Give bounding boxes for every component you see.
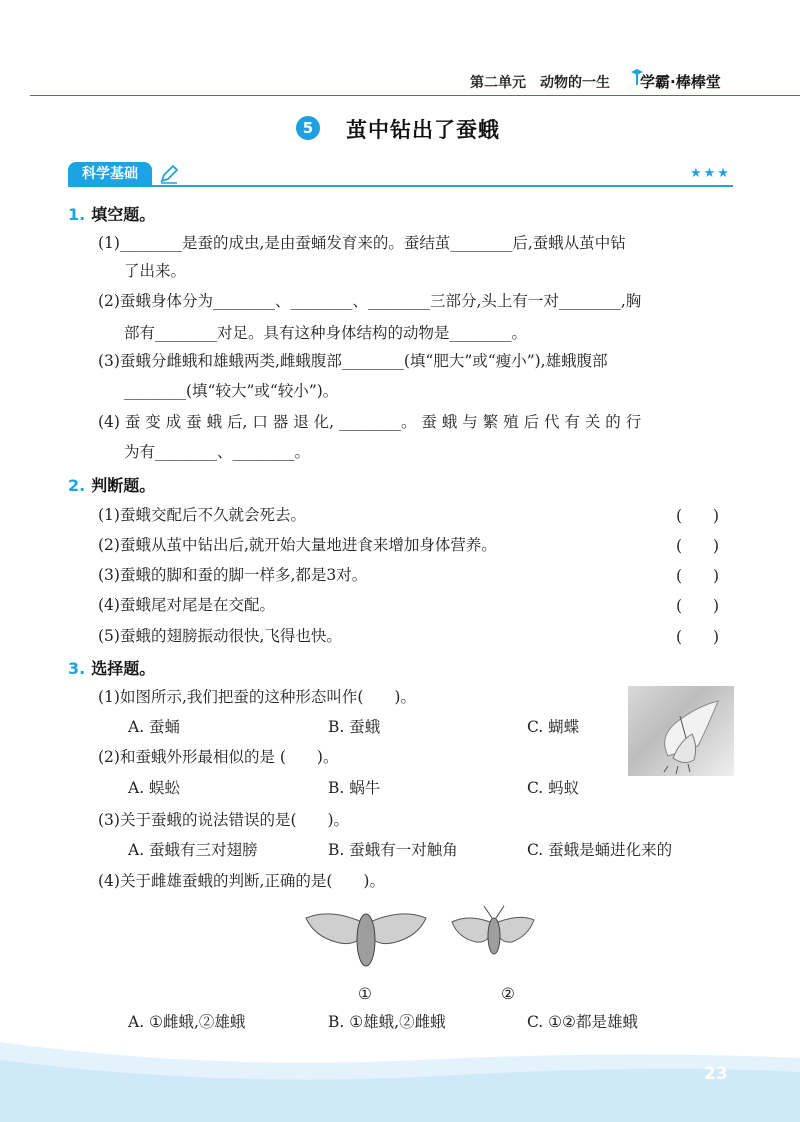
answer-parentheses[interactable]: ( ): [676, 597, 720, 615]
q3-stem: (3)关于蚕蛾的说法错误的是( )。: [98, 811, 350, 829]
figure-label-2: ②: [501, 985, 515, 1003]
answer-parentheses[interactable]: ( ): [676, 628, 720, 646]
q2-title: 判断题。: [91, 476, 156, 495]
q3-option[interactable]: B. 蚕蛾有一对触角: [328, 841, 458, 859]
q2-item: (1)蚕蛾交配后不久就会死去。: [98, 506, 306, 524]
q1-line: (2)蚕蛾身体分为________、________、________三部分,头上有一对________,胸: [98, 292, 642, 310]
q3-option[interactable]: C. 蝴蝶: [527, 718, 580, 736]
answer-parentheses[interactable]: ( ): [676, 537, 720, 555]
q2-heading: [68, 473, 155, 496]
difficulty-stars: ★★★: [690, 166, 731, 181]
q3-heading: [68, 656, 155, 679]
q1-line: (3)蚕蛾分雌蛾和雄蛾两类,雌蛾腹部________(填“肥大”或“瘦小”),雄蛾腹部: [98, 352, 608, 370]
q3-option[interactable]: B. 蚕蛾: [328, 718, 381, 736]
q3-option[interactable]: C. 蚂蚁: [527, 779, 580, 797]
lesson-title: 茧中钻出了蚕蛾: [346, 118, 500, 142]
q1-line: (1)________是蚕的成虫,是由蚕蛹发育来的。蚕结茧________后,蚕蛾从茧中钻: [98, 234, 626, 252]
page-number: 23: [704, 1064, 728, 1084]
answer-parentheses[interactable]: ( ): [676, 507, 720, 525]
unit-title: 第二单元 动物的一生: [470, 75, 610, 91]
q1-line: 部有________对足。具有这种身体结构的动物是________。: [124, 324, 528, 342]
q3-option[interactable]: B. 蜗牛: [328, 779, 381, 797]
q1-heading: [68, 202, 155, 225]
q3-option[interactable]: C. ①②都是雄蛾: [527, 1013, 638, 1031]
q3-option[interactable]: A. 蚕蛾有三对翅膀: [128, 841, 258, 859]
section-label: 科学基础: [68, 162, 152, 186]
q2-number: 2.: [68, 476, 86, 495]
q2-item: (4)蚕蛾尾对尾是在交配。: [98, 596, 275, 614]
answer-parentheses[interactable]: ( ): [676, 567, 720, 585]
lesson-number-badge: 5: [296, 116, 320, 140]
pencil-icon: [158, 163, 180, 185]
q1-title: 填空题。: [91, 205, 156, 224]
q3-number: 3.: [68, 659, 86, 678]
q3-stem: (2)和蚕蛾外形最相似的是 ( )。: [98, 748, 339, 766]
section-rule: [68, 185, 733, 187]
q3-option[interactable]: C. 蚕蛾是蛹进化来的: [527, 841, 673, 859]
q3-option[interactable]: A. ①雌蛾,②雄蛾: [128, 1013, 246, 1031]
male-female-moths-figure: [300, 900, 535, 980]
q2-item: (3)蚕蛾的脚和蚕的脚一样多,都是3对。: [98, 566, 368, 584]
q2-item: (5)蚕蛾的翅膀振动很快,飞得也快。: [98, 627, 342, 645]
q1-number: 1.: [68, 205, 86, 224]
q3-stem: (4)关于雌雄蚕蛾的判断,正确的是( )。: [98, 872, 385, 890]
q3-option[interactable]: B. ①雄蛾,②雌蛾: [328, 1013, 446, 1031]
footer-wave: [0, 1030, 800, 1122]
figure-label-1: ①: [358, 985, 372, 1003]
q3-stem: (1)如图所示,我们把蚕的这种形态叫作( )。: [98, 688, 416, 706]
q1-line: ________(填“较大”或“较小”)。: [124, 382, 339, 400]
q1-line: 为有________、________。: [124, 443, 311, 461]
q3-option[interactable]: A. 蚕蛹: [128, 718, 181, 736]
header-rule: [30, 95, 800, 96]
silkmoth-photo: [628, 686, 734, 776]
brand-name: 学霸·棒棒堂: [640, 73, 721, 91]
q3-option[interactable]: A. 蜈蚣: [128, 779, 181, 797]
q2-item: (2)蚕蛾从茧中钻出后,就开始大量地进食来增加身体营养。: [98, 536, 497, 554]
q1-line: 了出来。: [124, 262, 187, 280]
q3-title: 选择题。: [91, 659, 156, 678]
q1-line: (4) 蚕 变 成 蚕 蛾 后, 口 器 退 化, ________。 蚕 蛾 与 繁 殖 后 代 有 关 的 行: [98, 413, 642, 431]
